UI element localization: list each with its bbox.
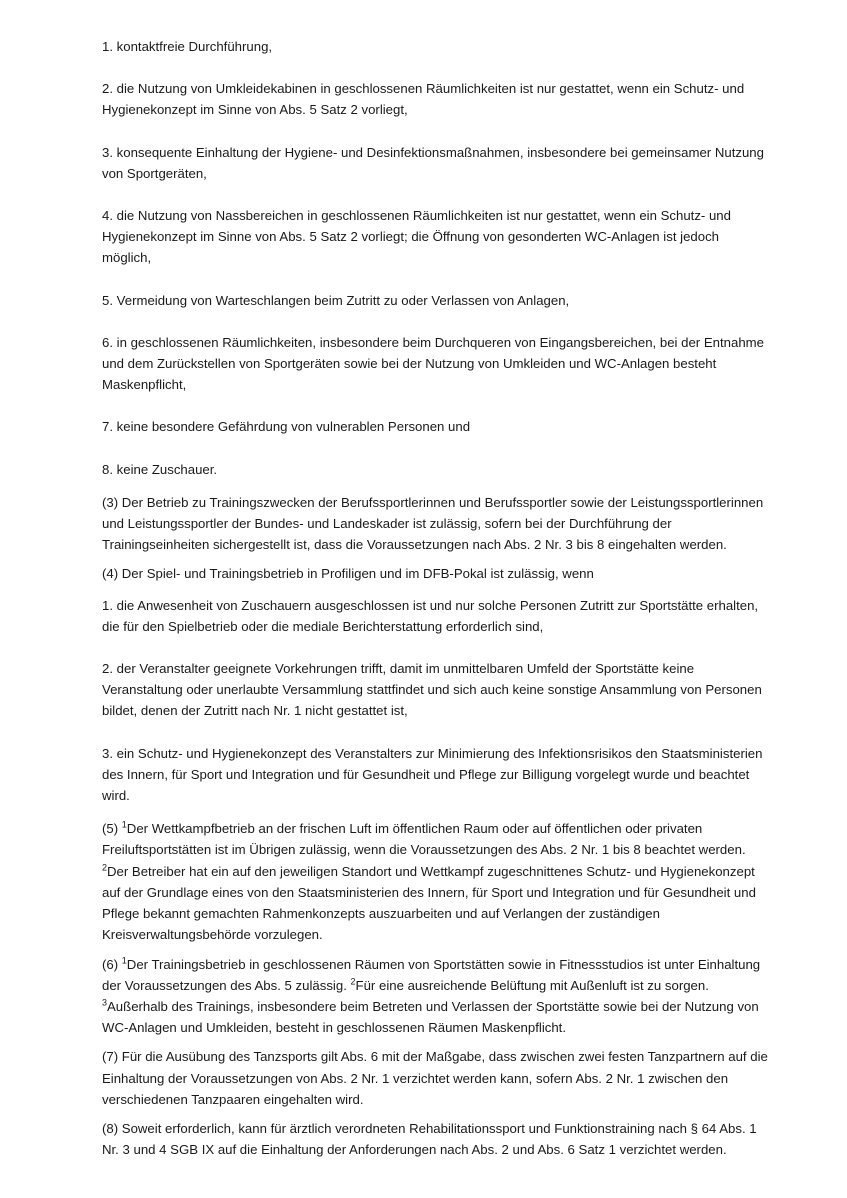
paragraph-5-sentence-1: Der Wettkampfbetrieb an der frischen Luft im öffentlichen Raum oder auf öffentlichen oder privaten Freiluftsportstätten ist im Übrigen zulässig, wenn die Voraussetzungen des Abs. 2 Nr. 1 bis 8 beachtet werden. xyxy=(102,821,746,858)
paragraph-8: (8) Soweit erforderlich, kann für ärztlich verordneten Rehabilitationssport und Funktionstraining nach § 64 Abs. 1 Nr. 3 und 4 SGB IX auf die Einhaltung der Anforderungen nach Abs. 2 und Abs. 6 Satz 1 verzichtet werden. xyxy=(102,1120,757,1158)
paragraph-6-sentence-2: Für eine ausreichende Belüftung mit Außenluft ist zu sorgen. xyxy=(355,977,709,993)
paragraph-7: (7) Für die Ausübung des Tanzsports gilt Abs. 6 mit der Maßgabe, dass zwischen zwei festen Tanzpartnern auf die Einhaltung der Voraussetzungen von Abs. 2 Nr. 1 verzichtet werden kann, sofern Abs. 2 Nr. 1 zwischen den verschiedenen Tanzpaaren eingehalten wird. xyxy=(102,1049,768,1107)
list-item-a4: 4. die Nutzung von Nassbereichen in geschlossenen Räumlichkeiten ist nur gestattet, wenn ein Schutz- und Hygienekonzept im Sinne von Abs. 5 Satz 2 vorliegt; die Öffnung von gesonderten WC-Anlagen ist jedoch möglich, xyxy=(102,208,731,266)
paragraph-6-number: (6) xyxy=(102,956,122,972)
list-item-b3: 3. ein Schutz- und Hygienekonzept des Veranstalters zur Minimierung des Infektionsrisikos den Staatsministerien des Innern, für Sport und Integration und für Gesundheit und Pflege zur Billigung vorgelegt wurde und beachtet wird. xyxy=(102,745,763,804)
paragraph-5-number: (5) xyxy=(102,821,122,837)
document-page xyxy=(102,36,770,1160)
list-item-b2: 2. der Veranstalter geeignete Vorkehrungen trifft, damit im unmittelbaren Umfeld der Sportstätte keine Veranstaltung oder unerlaubte Versammlung stattfindet und sich auch keine sonstige Ansammlung von Personen bildet, denen der Zutritt nach Nr. 1 nicht gestattet ist, xyxy=(102,661,762,719)
paragraph-5-sentence-2: Der Betreiber hat ein auf den jeweiligen Standort und Wettkampf zugeschnittenes Schutz- und Hygienekonzept auf der Grundlage eines von den Staatsministerien des Innern, für Sport und Integration und für Gesundheit und Pflege bekannt gemachten Rahmenkonzepts auszuarbeiten und auf Verlangen der zuständigen Kreisverwaltungsbehörde vorzulegen. xyxy=(102,863,756,943)
sentence-number: 1 xyxy=(121,819,127,830)
list-item-a8: 8. keine Zuschauer. xyxy=(102,461,218,477)
paragraph-4: (4) Der Spiel- und Trainingsbetrieb in Profiligen und im DFB-Pokal ist zulässig, wenn xyxy=(102,566,594,582)
list-item-a6: 6. in geschlossenen Räumlichkeiten, insbesondere beim Durchqueren von Eingangsbereichen, bei der Entnahme und dem Zurückstellen von Sportgeräten sowie bei der Nutzung von Umkleiden und WC-Anlagen besteht Maskenpflicht, xyxy=(102,334,764,393)
list-item-b1: 1. die Anwesenheit von Zuschauern ausgeschlossen ist und nur solche Personen Zutritt zur Sportstätte erhalten, die für den Spielbetrieb oder die mediale Berichterstattung erforderlich sind, xyxy=(102,597,759,634)
paragraph-6-sentence-3: Außerhalb des Trainings, insbesondere beim Betreten und Verlassen der Sportstätte sowie bei der Nutzung von WC-Anlagen und Umkleiden, besteht in geschlossenen Räumen Maskenpflicht. xyxy=(102,998,759,1036)
paragraph-6-sentence-1: Der Trainingsbetrieb in geschlossenen Räumen von Sportstätten sowie in Fitnessstudios ist unter Einhaltung der Voraussetzungen des Abs. 5 zulässig. xyxy=(102,956,761,993)
list-item-a2: 2. die Nutzung von Umkleidekabinen in geschlossenen Räumlichkeiten ist nur gestattet, wenn ein Schutz- und Hygienekonzept im Sinne von Abs. 5 Satz 2 vorliegt, xyxy=(102,81,745,118)
sentence-number: 3 xyxy=(102,997,108,1008)
sentence-number: 1 xyxy=(121,955,127,966)
list-item-a7: 7. keine besondere Gefährdung von vulnerablen Personen und xyxy=(102,419,471,435)
paragraph-3: (3) Der Betrieb zu Trainingszwecken der Berufssportlerinnen und Berufssportler sowie der Leistungssportlerinnen und Leistungssportler der Bundes- und Landeskader ist zulässig, sofern bei der Durchführung der Trainingseinheiten sichergestellt ist, dass die Voraussetzungen nach Abs. 2 Nr. 3 bis 8 eingehalten werden. xyxy=(102,494,764,553)
list-item-a1: 1. kontaktfreie Durchführung, xyxy=(102,39,273,54)
sentence-number: 2 xyxy=(350,976,356,987)
paragraph-5 xyxy=(102,818,770,945)
paragraph-6 xyxy=(102,954,770,1039)
sentence-number: 2 xyxy=(102,862,108,873)
list-item-a5: 5. Vermeidung von Warteschlangen beim Zutritt zu oder Verlassen von Anlagen, xyxy=(102,292,570,308)
list-item-a3: 3. konsequente Einhaltung der Hygiene- und Desinfektionsmaßnahmen, insbesondere bei gemeinsamer Nutzung von Sportgeräten, xyxy=(102,144,764,181)
